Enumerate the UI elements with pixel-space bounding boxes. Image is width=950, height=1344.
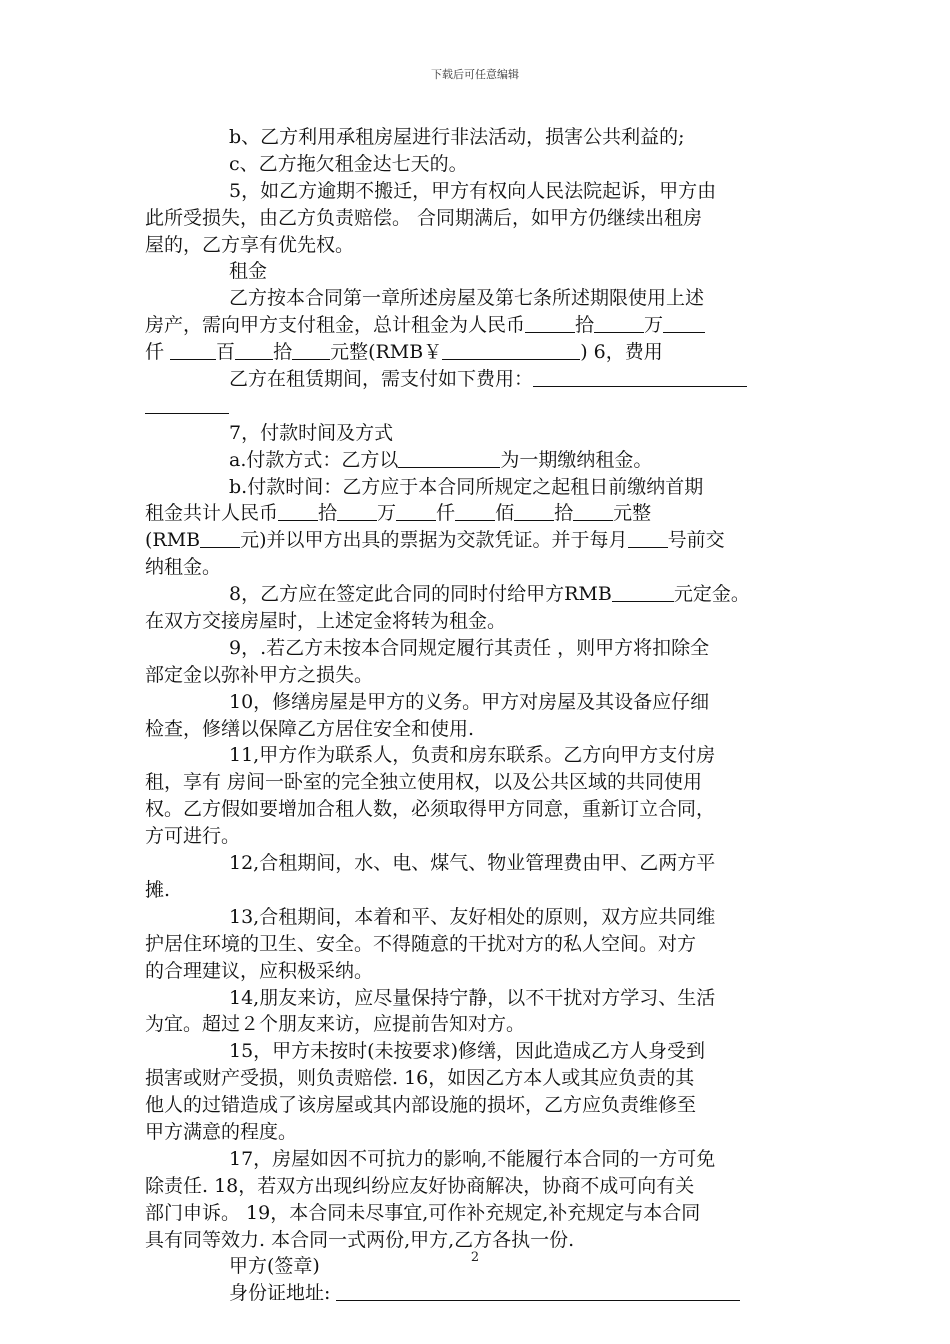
blank-underline (396, 500, 436, 521)
line-text: 租金共计人民币 (145, 502, 279, 525)
blank-underline (170, 339, 216, 360)
line-text: 元整 (613, 502, 652, 525)
line-text: 乙方在租赁期间，需支付如下费用： (229, 368, 534, 391)
line-text: 拾 (554, 502, 574, 525)
line-text: 仟 (145, 341, 171, 364)
line-text: 8，乙方应在签定此合同的同时付给甲方RMB (229, 583, 612, 606)
paragraph-line (145, 366, 802, 393)
blank-underline (533, 366, 747, 387)
line-text: 12,合租期间，水、电、煤气、物业管理费由甲、乙两方平 (229, 852, 716, 875)
paragraph-line (145, 635, 802, 662)
line-text: 17，房屋如因不可抗力的影响,不能履行本合同的一方可免 (229, 1147, 716, 1170)
paragraph-line (145, 850, 802, 877)
line-text: 屋的，乙方享有优先权。 (145, 233, 355, 256)
line-text: 方可进行。 (145, 825, 241, 848)
blank-underline (594, 312, 644, 333)
blank-underline (292, 339, 330, 360)
line-text: 拾 (273, 341, 293, 364)
paragraph-line (145, 393, 802, 420)
line-text: 损害或财产受损，则负责赔偿. 16，如因乙方本人或其应负责的其 (145, 1067, 695, 1090)
line-text: ) 6，费用 (580, 341, 663, 364)
paragraph-line (145, 716, 802, 743)
paragraph-line (145, 1119, 802, 1146)
line-text: (RMB (145, 529, 201, 552)
line-text: 检查，修缮以保障乙方居住安全和使用. (145, 717, 475, 740)
line-text: 百 (216, 341, 236, 364)
line-text: 万 (644, 314, 664, 337)
paragraph-line (145, 151, 802, 178)
line-text: 佰 (495, 502, 515, 525)
paragraph-line (145, 124, 802, 151)
line-text: a.付款方式：乙方以 (229, 448, 399, 471)
line-text: 元整(RMB￥ (330, 341, 443, 364)
paragraph-line (145, 178, 802, 205)
line-text: 万 (377, 502, 397, 525)
paragraph-line (145, 1280, 802, 1307)
paragraph-line (145, 742, 802, 769)
line-text: 元定金。 (673, 583, 750, 606)
paragraph-line (145, 581, 802, 608)
paragraph-line (145, 232, 802, 259)
line-text: c、乙方拖欠租金达七天的。 (229, 152, 468, 175)
line-text: 拾 (318, 502, 338, 525)
blank-underline (573, 500, 613, 521)
line-text: 具有同等效力. 本合同一式两份,甲方,乙方各执一份. (145, 1228, 575, 1251)
blank-underline (337, 500, 377, 521)
line-text: 9，.若乙方未按本合同规定履行其责任 ，则甲方将扣除全 (229, 636, 710, 659)
paragraph-line (145, 500, 802, 527)
paragraph-line (145, 205, 802, 232)
paragraph-line (145, 823, 802, 850)
line-text: 为宜。超过２个朋友来访，应提前告知对方。 (145, 1013, 526, 1036)
line-text: 7，付款时间及方式 (229, 421, 394, 444)
line-text: 为一期缴纳租金。 (500, 448, 653, 471)
paragraph-line (145, 1038, 802, 1065)
paragraph-line (145, 1200, 802, 1227)
line-text: 租，享有 房间一卧室的完全独立使用权，以及公共区域的共同使用 (145, 771, 703, 794)
line-text: 租金 (229, 260, 268, 283)
line-text: 除责任. 18，若双方出现纠纷应友好协商解决，协商不成可向有关 (145, 1174, 695, 1197)
paragraph-line (145, 527, 802, 554)
line-text: 号前交 (667, 529, 725, 552)
paragraph-line (145, 1146, 802, 1173)
paragraph-line (145, 769, 802, 796)
line-text: 身份证地址: (229, 1282, 337, 1305)
paragraph-line (145, 985, 802, 1012)
paragraph-line (145, 689, 802, 716)
line-text: 摊. (145, 878, 171, 901)
line-text: 13,合租期间，本着和平、友好相处的原则，双方应共同维 (229, 905, 716, 928)
blank-underline (200, 527, 240, 548)
paragraph-line (145, 312, 802, 339)
line-text: 10，修缮房屋是甲方的义务。甲方对房屋及其设备应仔细 (229, 690, 710, 713)
line-text: 元)并以甲方出具的票据为交款凭证。并于每月 (240, 529, 628, 552)
paragraph-line (145, 285, 802, 312)
document-body (145, 124, 802, 1307)
paragraph-line (145, 474, 802, 501)
line-text: 乙方按本合同第一章所述房屋及第七条所述期限使用上述 (229, 287, 705, 310)
paragraph-line (145, 904, 802, 931)
blank-underline (628, 527, 668, 548)
line-text: 部门申诉。 19，本合同未尽事宜,可作补充规定,补充规定与本合同 (145, 1201, 701, 1224)
line-text: 11,甲方作为联系人，负责和房东联系。乙方向甲方支付房 (229, 744, 716, 767)
blank-underline (663, 312, 705, 333)
line-text: 护居住环境的卫生、安全。不得随意的干扰对方的私人空间。对方 (145, 932, 697, 955)
paragraph-line (145, 958, 802, 985)
blank-underline (442, 339, 580, 360)
line-text: 甲方满意的程度。 (145, 1120, 298, 1143)
blank-underline (525, 312, 575, 333)
paragraph-line (145, 258, 802, 285)
blank-underline (235, 339, 273, 360)
paragraph-line (145, 554, 802, 581)
blank-underline (398, 447, 500, 468)
blank-underline (336, 1280, 740, 1301)
paragraph-line (145, 1065, 802, 1092)
line-text: 权。乙方假如要增加合租人数，必须取得甲方同意，重新订立合同， (145, 798, 716, 821)
blank-underline (612, 581, 674, 602)
line-text: 房产，需向甲方支付租金，总计租金为人民币 (145, 314, 526, 337)
line-text: 拾 (575, 314, 595, 337)
line-text: 部定金以弥补甲方之损失。 (145, 663, 374, 686)
paragraph-line (145, 1173, 802, 1200)
paragraph-line (145, 877, 802, 904)
paragraph-line (145, 1011, 802, 1038)
line-text: 纳租金。 (145, 556, 222, 579)
blank-underline (514, 500, 554, 521)
paragraph-line (145, 1092, 802, 1119)
paragraph-line (145, 420, 802, 447)
blank-underline (145, 393, 229, 414)
line-text: 5，如乙方逾期不搬迁，甲方有权向人民法院起诉，甲方由 (229, 179, 717, 202)
page-number: 2 (470, 1250, 480, 1265)
line-text: 在双方交接房屋时，上述定金将转为租金。 (145, 610, 507, 633)
paragraph-line (145, 339, 802, 366)
blank-underline (278, 500, 318, 521)
line-text: 14,朋友来访，应尽量保持宁静，以不干扰对方学习、生活 (229, 986, 716, 1009)
paragraph-line (145, 796, 802, 823)
paragraph-line (145, 662, 802, 689)
line-text: 他人的过错造成了该房屋或其内部设施的损坏，乙方应负责维修至 (145, 1094, 697, 1117)
paragraph-line (145, 931, 802, 958)
line-text: b.付款时间：乙方应于本合同所规定之起租日前缴纳首期 (229, 475, 704, 498)
line-text: 甲方(签章) (229, 1255, 320, 1278)
line-text: 此所受损失，由乙方负责赔偿。 合同期满后，如甲方仍继续出租房 (145, 206, 703, 229)
line-text: 仟 (436, 502, 456, 525)
paragraph-line (145, 608, 802, 635)
line-text: b、乙方利用承租房屋进行非法活动，损害公共利益的; (229, 126, 685, 148)
paragraph-line (145, 447, 802, 474)
line-text: 的合理建议，应积极采纳。 (145, 959, 374, 982)
blank-underline (455, 500, 495, 521)
line-text: 15，甲方未按时(未按要求)修缮，因此造成乙方人身受到 (229, 1040, 706, 1063)
page-header: 下载后可任意编辑 (431, 68, 519, 81)
